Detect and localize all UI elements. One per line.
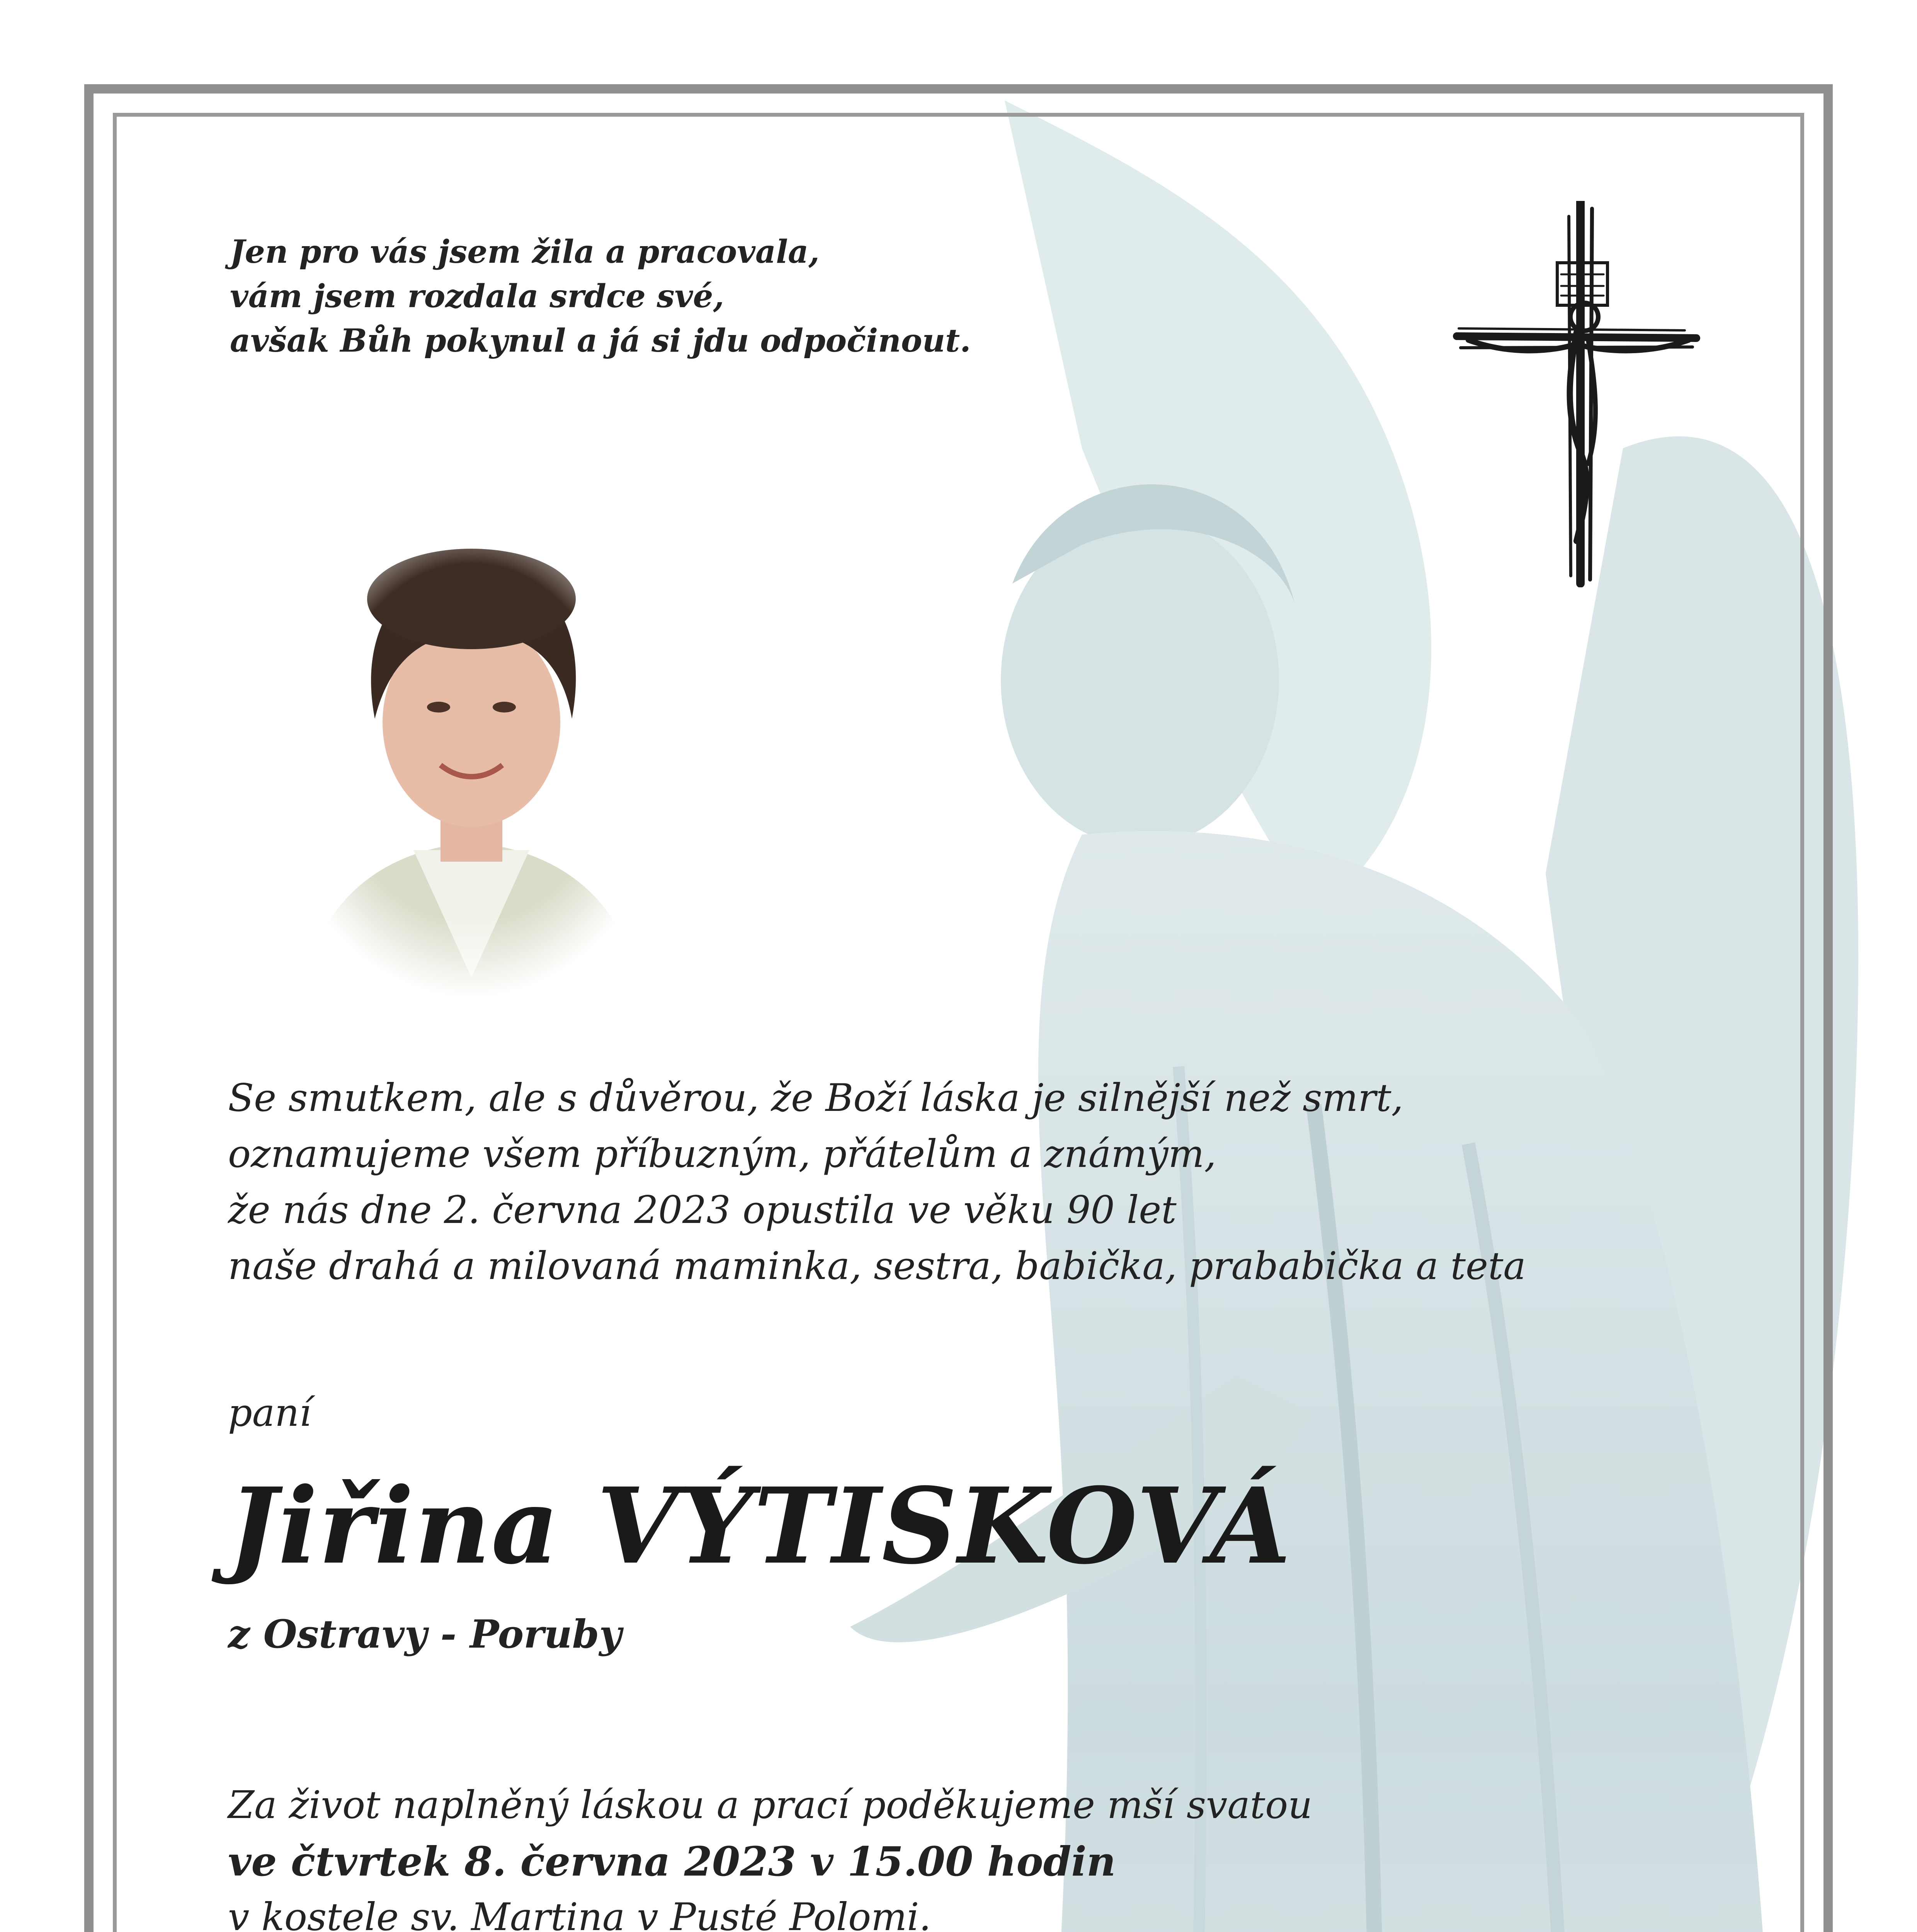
- mass-datetime: ve čtvrtek 8. června 2023 v 15.00 hodin: [228, 1838, 1116, 1885]
- salutation: paní: [228, 1391, 311, 1435]
- crucifix-icon: [1453, 201, 1700, 587]
- mass-place: v kostele sv. Martina v Pusté Polomi.: [228, 1895, 931, 1932]
- motto-line: vám jsem rozdala srdce své,: [230, 278, 725, 315]
- funeral-mass-info: [228, 1777, 1312, 1932]
- motto: [230, 230, 971, 363]
- announcement-line: že nás dne 2. června 2023 opustila ve věku 90 let: [228, 1188, 1177, 1232]
- mass-line: Za život naplněný láskou a prací poděkujeme mší svatou: [228, 1783, 1313, 1827]
- deceased-origin: z Ostravy - Poruby: [228, 1611, 622, 1657]
- announcement-line: oznamujeme všem příbuzným, přátelům a známým,: [228, 1132, 1216, 1176]
- announcement-line: naše drahá a milovaná maminka, sestra, babička, prababička a teta: [228, 1244, 1526, 1288]
- portrait-photo: [286, 533, 657, 997]
- announcement-text: [228, 1070, 1526, 1294]
- announcement-line: Se smutkem, ale s důvěrou, že Boží láska je silnější než smrt,: [228, 1076, 1403, 1120]
- motto-line: avšak Bůh pokynul a já si jdu odpočinout.: [230, 322, 971, 359]
- deceased-name: Jiřina VÝTISKOVÁ: [228, 1464, 1292, 1587]
- motto-line: Jen pro vás jsem žila a pracovala,: [230, 233, 820, 270]
